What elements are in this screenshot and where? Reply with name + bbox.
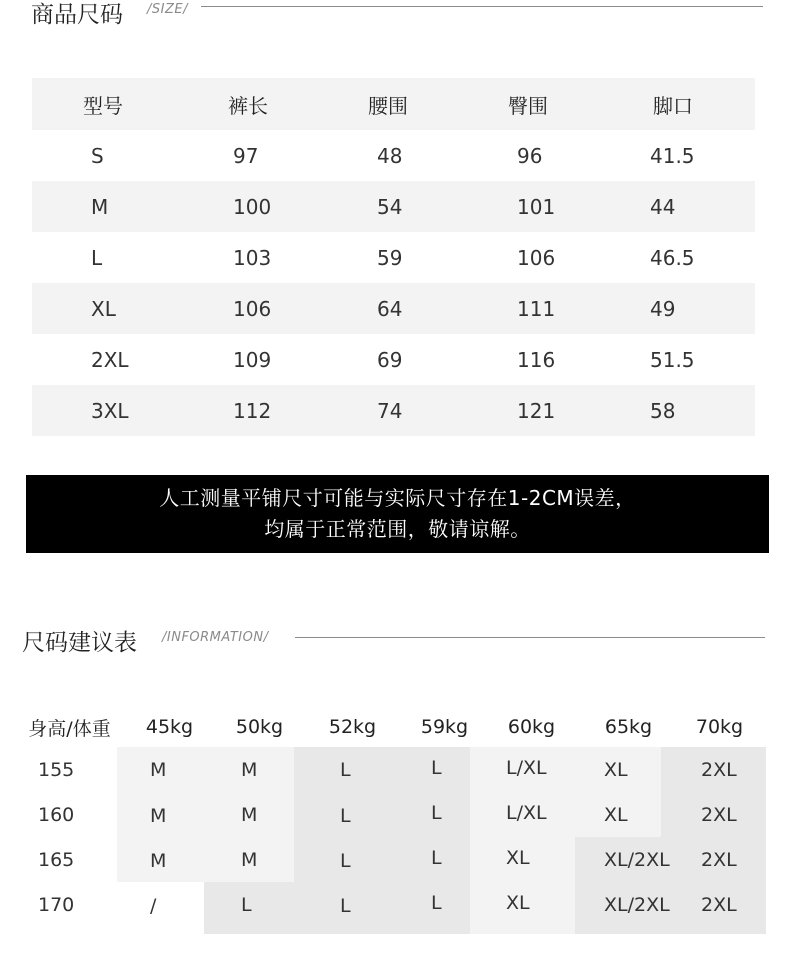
rec-section-subtitle: /INFORMATION/ <box>162 630 269 645</box>
size-table <box>32 78 755 436</box>
rec-shade-block <box>294 747 470 882</box>
rec-size-cell: 2XL <box>701 848 737 871</box>
size-section-title: 商品尺码 <box>31 2 123 28</box>
rec-shade-block <box>117 747 294 882</box>
size-cell-length: 109 <box>233 347 272 372</box>
size-cell-model: XL <box>91 296 116 321</box>
size-cell-model: 2XL <box>91 347 129 372</box>
rec-section-title: 尺码建议表 <box>22 630 137 656</box>
size-cell-waist: 48 <box>377 143 403 168</box>
size-table-row <box>32 385 755 436</box>
size-cell-hip: 111 <box>517 296 556 321</box>
size-header-waist: 腰围 <box>368 93 408 118</box>
rec-size-cell: 2XL <box>701 758 737 781</box>
size-cell-length: 112 <box>233 398 272 423</box>
size-cell-hem: 49 <box>650 296 676 321</box>
size-cell-hip: 121 <box>517 398 556 423</box>
rec-size-cell: L <box>340 758 351 781</box>
rec-weight-header: 70kg <box>695 716 744 738</box>
rec-size-cell: XL/2XL <box>604 848 670 871</box>
rec-size-cell: L <box>431 801 442 824</box>
size-header-hip: 臀围 <box>508 93 548 118</box>
rec-height-label: 165 <box>38 848 75 871</box>
size-cell-model: 3XL <box>91 398 129 423</box>
size-header-length: 裤长 <box>228 93 268 118</box>
rec-section-divider <box>295 637 765 638</box>
rec-weight-header: 45kg <box>145 716 194 738</box>
size-cell-waist: 64 <box>377 296 403 321</box>
size-recommendation-table <box>22 707 767 934</box>
rec-size-cell: L/XL <box>506 756 547 779</box>
size-table-row <box>32 283 755 334</box>
rec-weight-header: 50kg <box>235 716 284 738</box>
size-cell-length: 100 <box>233 194 272 219</box>
size-table-header-row <box>32 78 755 130</box>
rec-size-cell: XL <box>506 891 530 914</box>
size-table-row <box>32 334 755 385</box>
size-section-header <box>0 0 790 26</box>
rec-size-cell: L <box>340 804 351 827</box>
rec-size-cell: / <box>150 894 157 917</box>
rec-size-cell: XL <box>604 803 628 826</box>
size-cell-hem: 58 <box>650 398 676 423</box>
size-cell-waist: 54 <box>377 194 403 219</box>
rec-size-cell: L <box>340 894 351 917</box>
size-cell-hip: 101 <box>517 194 556 219</box>
size-cell-length: 106 <box>233 296 272 321</box>
rec-size-cell: M <box>150 849 167 872</box>
rec-size-cell: 2XL <box>701 893 737 916</box>
rec-size-cell: L <box>431 756 442 779</box>
rec-size-cell: XL <box>506 846 530 869</box>
rec-size-cell: 2XL <box>701 803 737 826</box>
rec-size-cell: M <box>150 758 167 781</box>
size-cell-waist: 74 <box>377 398 403 423</box>
rec-size-cell: XL/2XL <box>604 893 670 916</box>
notice-line-2: 均属于正常范围，敬请谅解。 <box>264 517 531 541</box>
size-section-divider <box>201 6 763 7</box>
size-table-row <box>32 232 755 283</box>
size-cell-length: 97 <box>233 143 259 168</box>
size-table-row <box>32 130 755 181</box>
size-table-row <box>32 181 755 232</box>
size-cell-waist: 69 <box>377 347 403 372</box>
rec-size-cell: M <box>241 848 258 871</box>
size-cell-waist: 59 <box>377 245 403 270</box>
rec-size-cell: L <box>431 846 442 869</box>
size-cell-model: L <box>91 245 103 270</box>
rec-height-label: 155 <box>38 758 75 781</box>
notice-line-1: 人工测量平铺尺寸可能与实际尺寸存在1-2CM误差， <box>159 486 636 510</box>
rec-weight-header: 65kg <box>604 716 653 738</box>
rec-size-cell: M <box>150 804 167 827</box>
rec-height-label: 170 <box>38 893 75 916</box>
size-cell-hem: 44 <box>650 194 676 219</box>
size-cell-hem: 51.5 <box>650 347 695 372</box>
rec-size-cell: L/XL <box>506 801 547 824</box>
rec-height-label: 160 <box>38 803 75 826</box>
rec-weight-header: 60kg <box>507 716 556 738</box>
rec-size-cell: L <box>241 893 252 916</box>
size-cell-hip: 96 <box>517 143 543 168</box>
size-cell-model: S <box>91 143 104 168</box>
size-cell-hip: 116 <box>517 347 556 372</box>
measurement-notice-banner <box>26 475 769 553</box>
rec-size-cell: L <box>431 891 442 914</box>
rec-corner-label: 身高/体重 <box>28 717 111 740</box>
size-cell-length: 103 <box>233 245 272 270</box>
size-cell-hem: 46.5 <box>650 245 695 270</box>
rec-size-cell: M <box>241 803 258 826</box>
rec-weight-header: 59kg <box>420 716 469 738</box>
size-cell-hem: 41.5 <box>650 143 695 168</box>
size-cell-model: M <box>91 194 109 219</box>
rec-weight-header: 52kg <box>328 716 377 738</box>
size-cell-hip: 106 <box>517 245 556 270</box>
size-header-hem: 脚口 <box>653 93 693 118</box>
rec-size-cell: L <box>340 849 351 872</box>
rec-size-cell: M <box>241 758 258 781</box>
rec-section-header <box>0 618 790 658</box>
rec-size-cell: XL <box>604 758 628 781</box>
size-section-subtitle: /SIZE/ <box>147 2 188 17</box>
size-header-model: 型号 <box>83 93 123 118</box>
